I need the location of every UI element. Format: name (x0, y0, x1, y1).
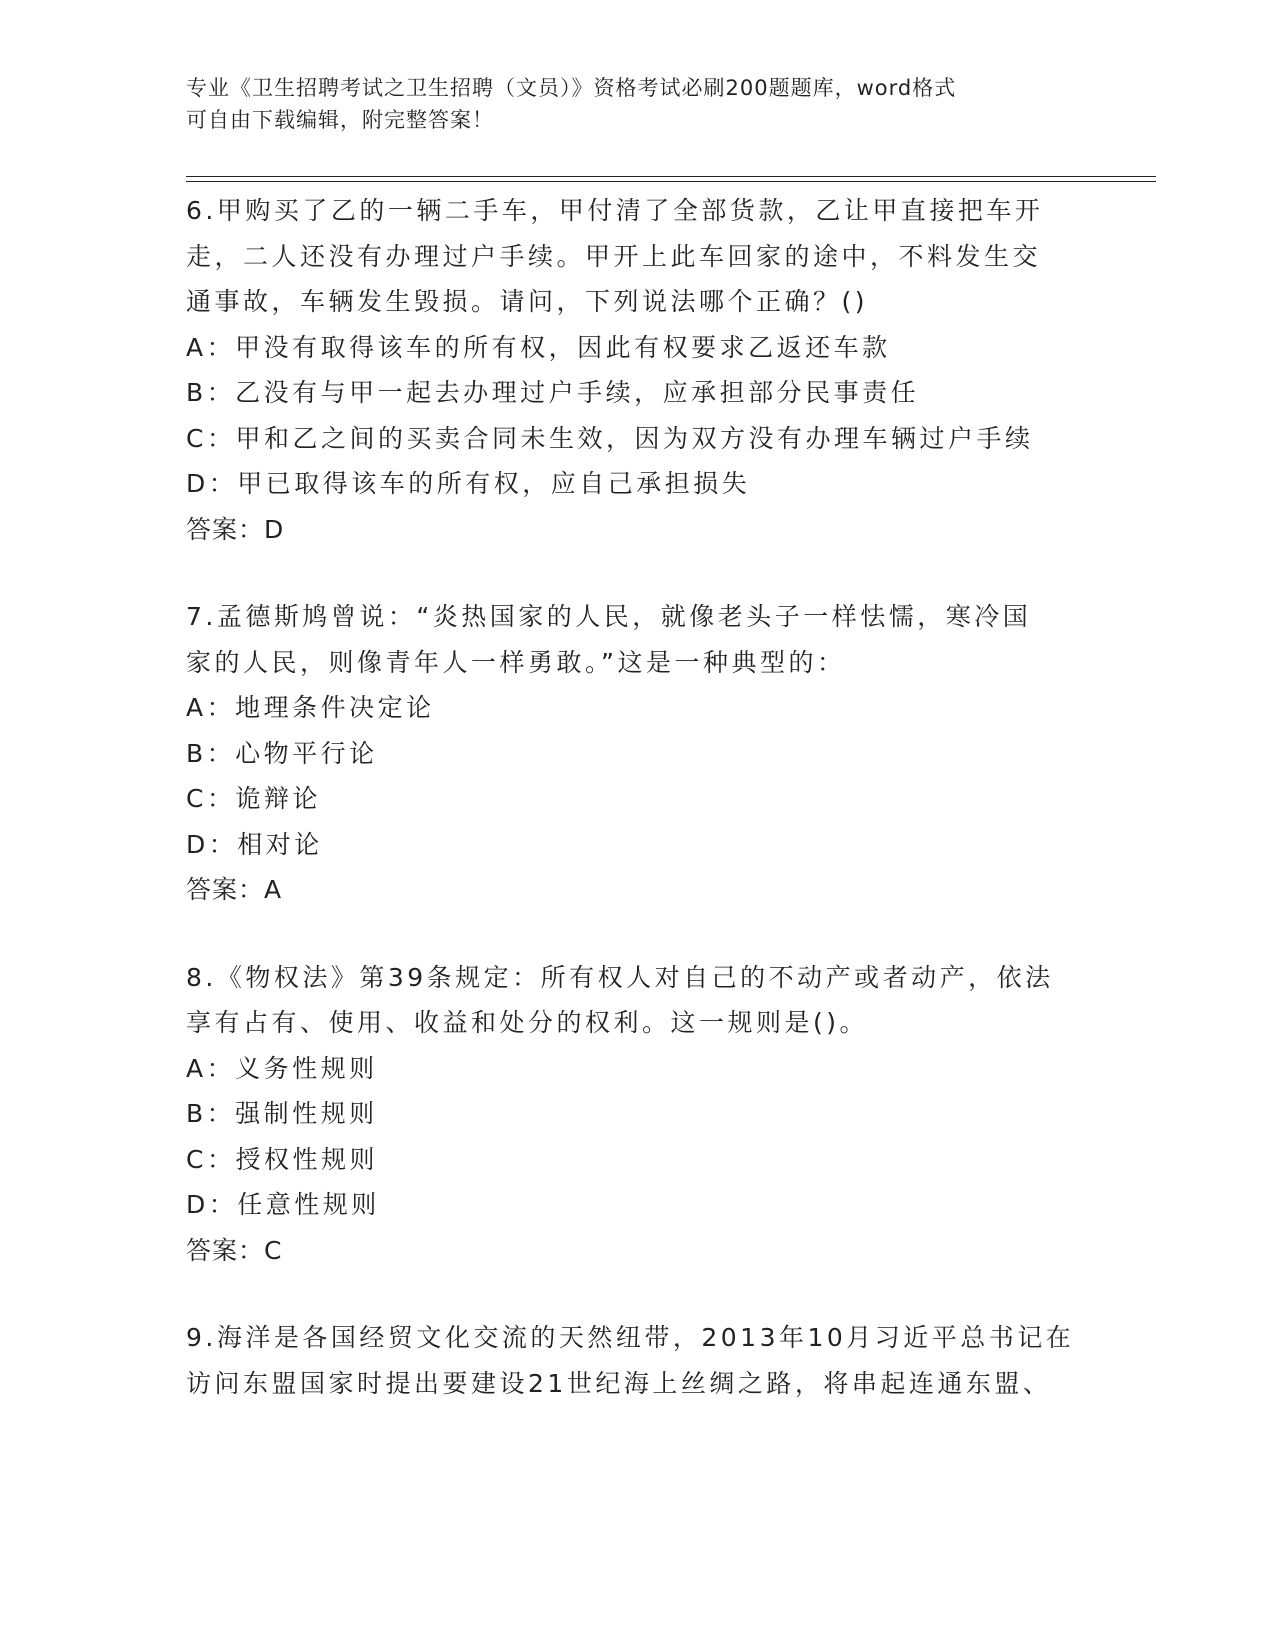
question-9 (186, 1315, 1086, 1406)
question-6 (186, 188, 1086, 552)
question-stem-line: 通事故，车辆发生毁损。请问，下列说法哪个正确？() (186, 287, 869, 316)
option-a: A：义务性规则 (186, 1053, 378, 1083)
option-c: C：授权性规则 (186, 1144, 378, 1174)
header-divider-bottom (186, 181, 1156, 182)
question-stem-line: 享有占有、使用、收益和处分的权利。这一规则是()。 (186, 1008, 869, 1037)
question-8 (186, 955, 1086, 1274)
document-header (186, 72, 1086, 136)
answer-line: 答案：A (186, 875, 283, 904)
question-stem-line: 走，二人还没有办理过户手续。甲开上此车回家的途中，不料发生交 (186, 241, 1042, 271)
option-b: B：强制性规则 (186, 1099, 378, 1128)
option-c: C：甲和乙之间的买卖合同未生效，因为双方没有办理车辆过户手续 (186, 423, 1034, 453)
option-a: A：地理条件决定论 (186, 693, 435, 722)
answer-line: 答案：D (186, 514, 285, 544)
question-7 (186, 594, 1086, 913)
question-stem-line: 7.孟德斯鸠曾说：“炎热国家的人民，就像老头子一样怯懦，寒冷国 (186, 602, 1032, 631)
question-stem-line: 6.甲购买了乙的一辆二手车，甲付清了全部货款，乙让甲直接把车开 (186, 196, 1044, 225)
answer-line: 答案：C (186, 1235, 283, 1265)
option-b: B：心物平行论 (186, 738, 378, 768)
option-a: A：甲没有取得该车的所有权，因此有权要求乙返还车款 (186, 332, 891, 362)
question-list (186, 188, 1086, 1448)
option-b: B：乙没有与甲一起去办理过户手续，应承担部分民事责任 (186, 378, 920, 407)
question-stem-line: 8.《物权法》第39条规定：所有权人对自己的不动产或者动产，依法 (186, 962, 1054, 992)
option-c: C：诡辩论 (186, 784, 321, 813)
header-divider-top (186, 176, 1156, 177)
option-d: D：任意性规则 (186, 1190, 380, 1219)
option-d: D：相对论 (186, 829, 323, 859)
question-stem-line: 家的人民，则像青年人一样勇敢。”这是一种典型的： (186, 647, 846, 677)
header-line-2: 可自由下载编辑，附完整答案！ (186, 108, 494, 132)
question-stem-line: 访问东盟国家时提出要建设21世纪海上丝绸之路，将串起连通东盟、 (186, 1368, 1052, 1398)
header-line-1: 专业《卫生招聘考试之卫生招聘（文员）》资格考试必刷200题题库，word格式 (186, 76, 957, 100)
question-stem-line: 9.海洋是各国经贸文化交流的天然纽带，2013年10月习近平总书记在 (186, 1323, 1075, 1352)
option-d: D：甲已取得该车的所有权，应自己承担损失 (186, 469, 751, 498)
